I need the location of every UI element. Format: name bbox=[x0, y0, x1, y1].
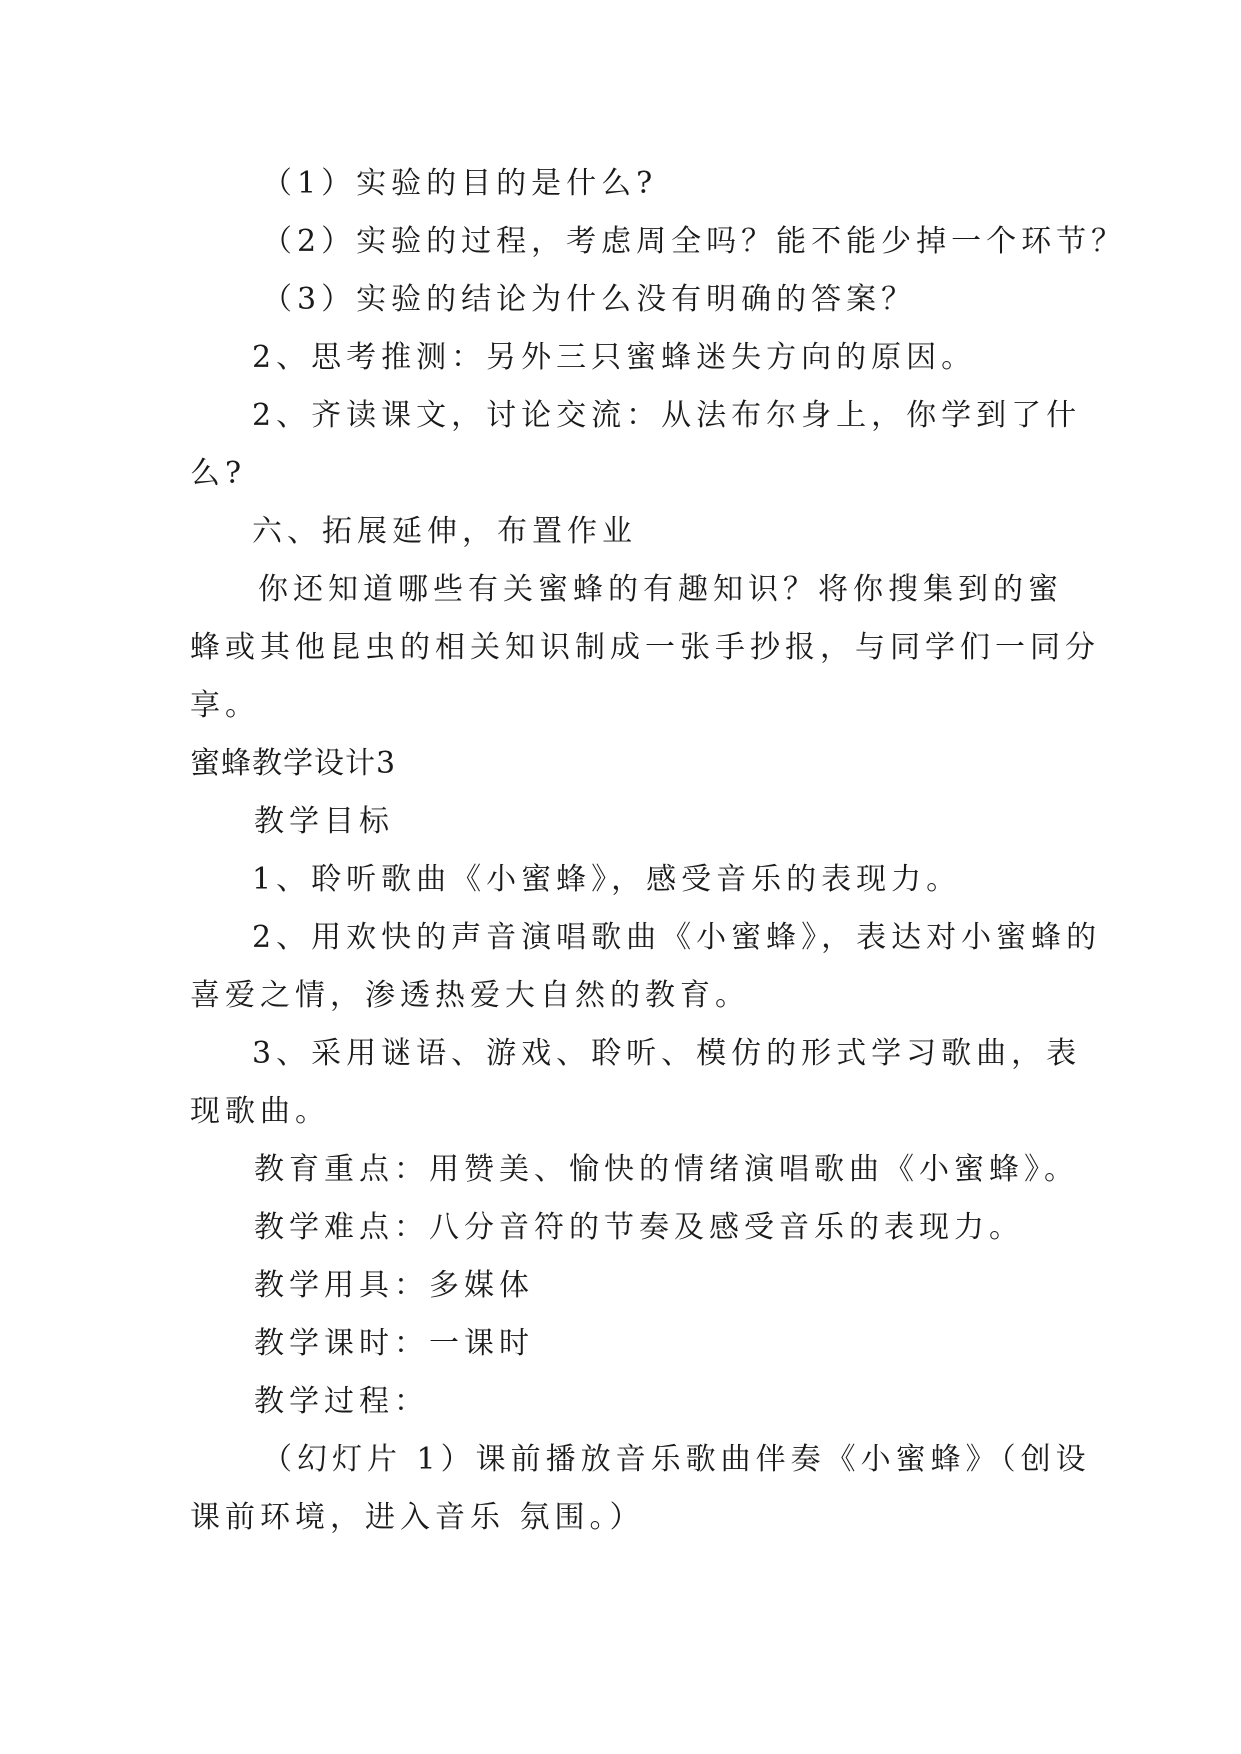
document-title: 蜜蜂教学设计3 bbox=[190, 746, 397, 781]
text-line: 蜂或其他昆虫的相关知识制成一张手抄报，与同学们一同分 bbox=[190, 630, 1100, 665]
text-line: 教学过程： bbox=[254, 1384, 429, 1419]
text-line: 教学课时：一课时 bbox=[254, 1326, 534, 1361]
text-line: 喜爱之情，渗透热爱大自然的教育。 bbox=[190, 978, 750, 1013]
text-line: 享。 bbox=[190, 688, 260, 723]
section-heading: 教学目标 bbox=[254, 804, 394, 839]
text-line: 课前环境，进入音乐 氛围。） bbox=[190, 1500, 645, 1535]
text-line: 1、聆听歌曲《小蜜蜂》，感受音乐的表现力。 bbox=[252, 862, 962, 897]
text-line: 现歌曲。 bbox=[190, 1094, 330, 1129]
text-line: （3）实验的结论为什么没有明确的答案？ bbox=[262, 282, 917, 317]
text-line: 2、齐读课文，讨论交流：从法布尔身上，你学到了什 bbox=[252, 398, 1082, 433]
text-line: 么? bbox=[190, 456, 247, 491]
text-line: 教学用具：多媒体 bbox=[254, 1268, 534, 1303]
text-line: 教育重点：用赞美、愉快的情绪演唱歌曲《小蜜蜂》。 bbox=[254, 1152, 1079, 1187]
section-heading: 六、拓展延伸，布置作业 bbox=[252, 514, 637, 549]
text-line: （2）实验的过程，考虑周全吗？能不能少掉一个环节？ bbox=[262, 224, 1127, 259]
text-line: 2、思考推测：另外三只蜜蜂迷失方向的原因。 bbox=[252, 340, 977, 375]
text-line: 2、用欢快的声音演唱歌曲《小蜜蜂》，表达对小蜜蜂的 bbox=[252, 920, 1102, 955]
text-line: 你还知道哪些有关蜜蜂的有趣知识？将你搜集到的蜜 bbox=[258, 572, 1063, 607]
text-line: （1）实验的目的是什么? bbox=[262, 166, 658, 201]
text-line: （幻灯片 1）课前播放音乐歌曲伴奏《小蜜蜂》（创设 bbox=[262, 1442, 1091, 1477]
text-line: 3、采用谜语、游戏、聆听、模仿的形式学习歌曲，表 bbox=[252, 1036, 1082, 1071]
text-line: 教学难点：八分音符的节奏及感受音乐的表现力。 bbox=[254, 1210, 1024, 1245]
